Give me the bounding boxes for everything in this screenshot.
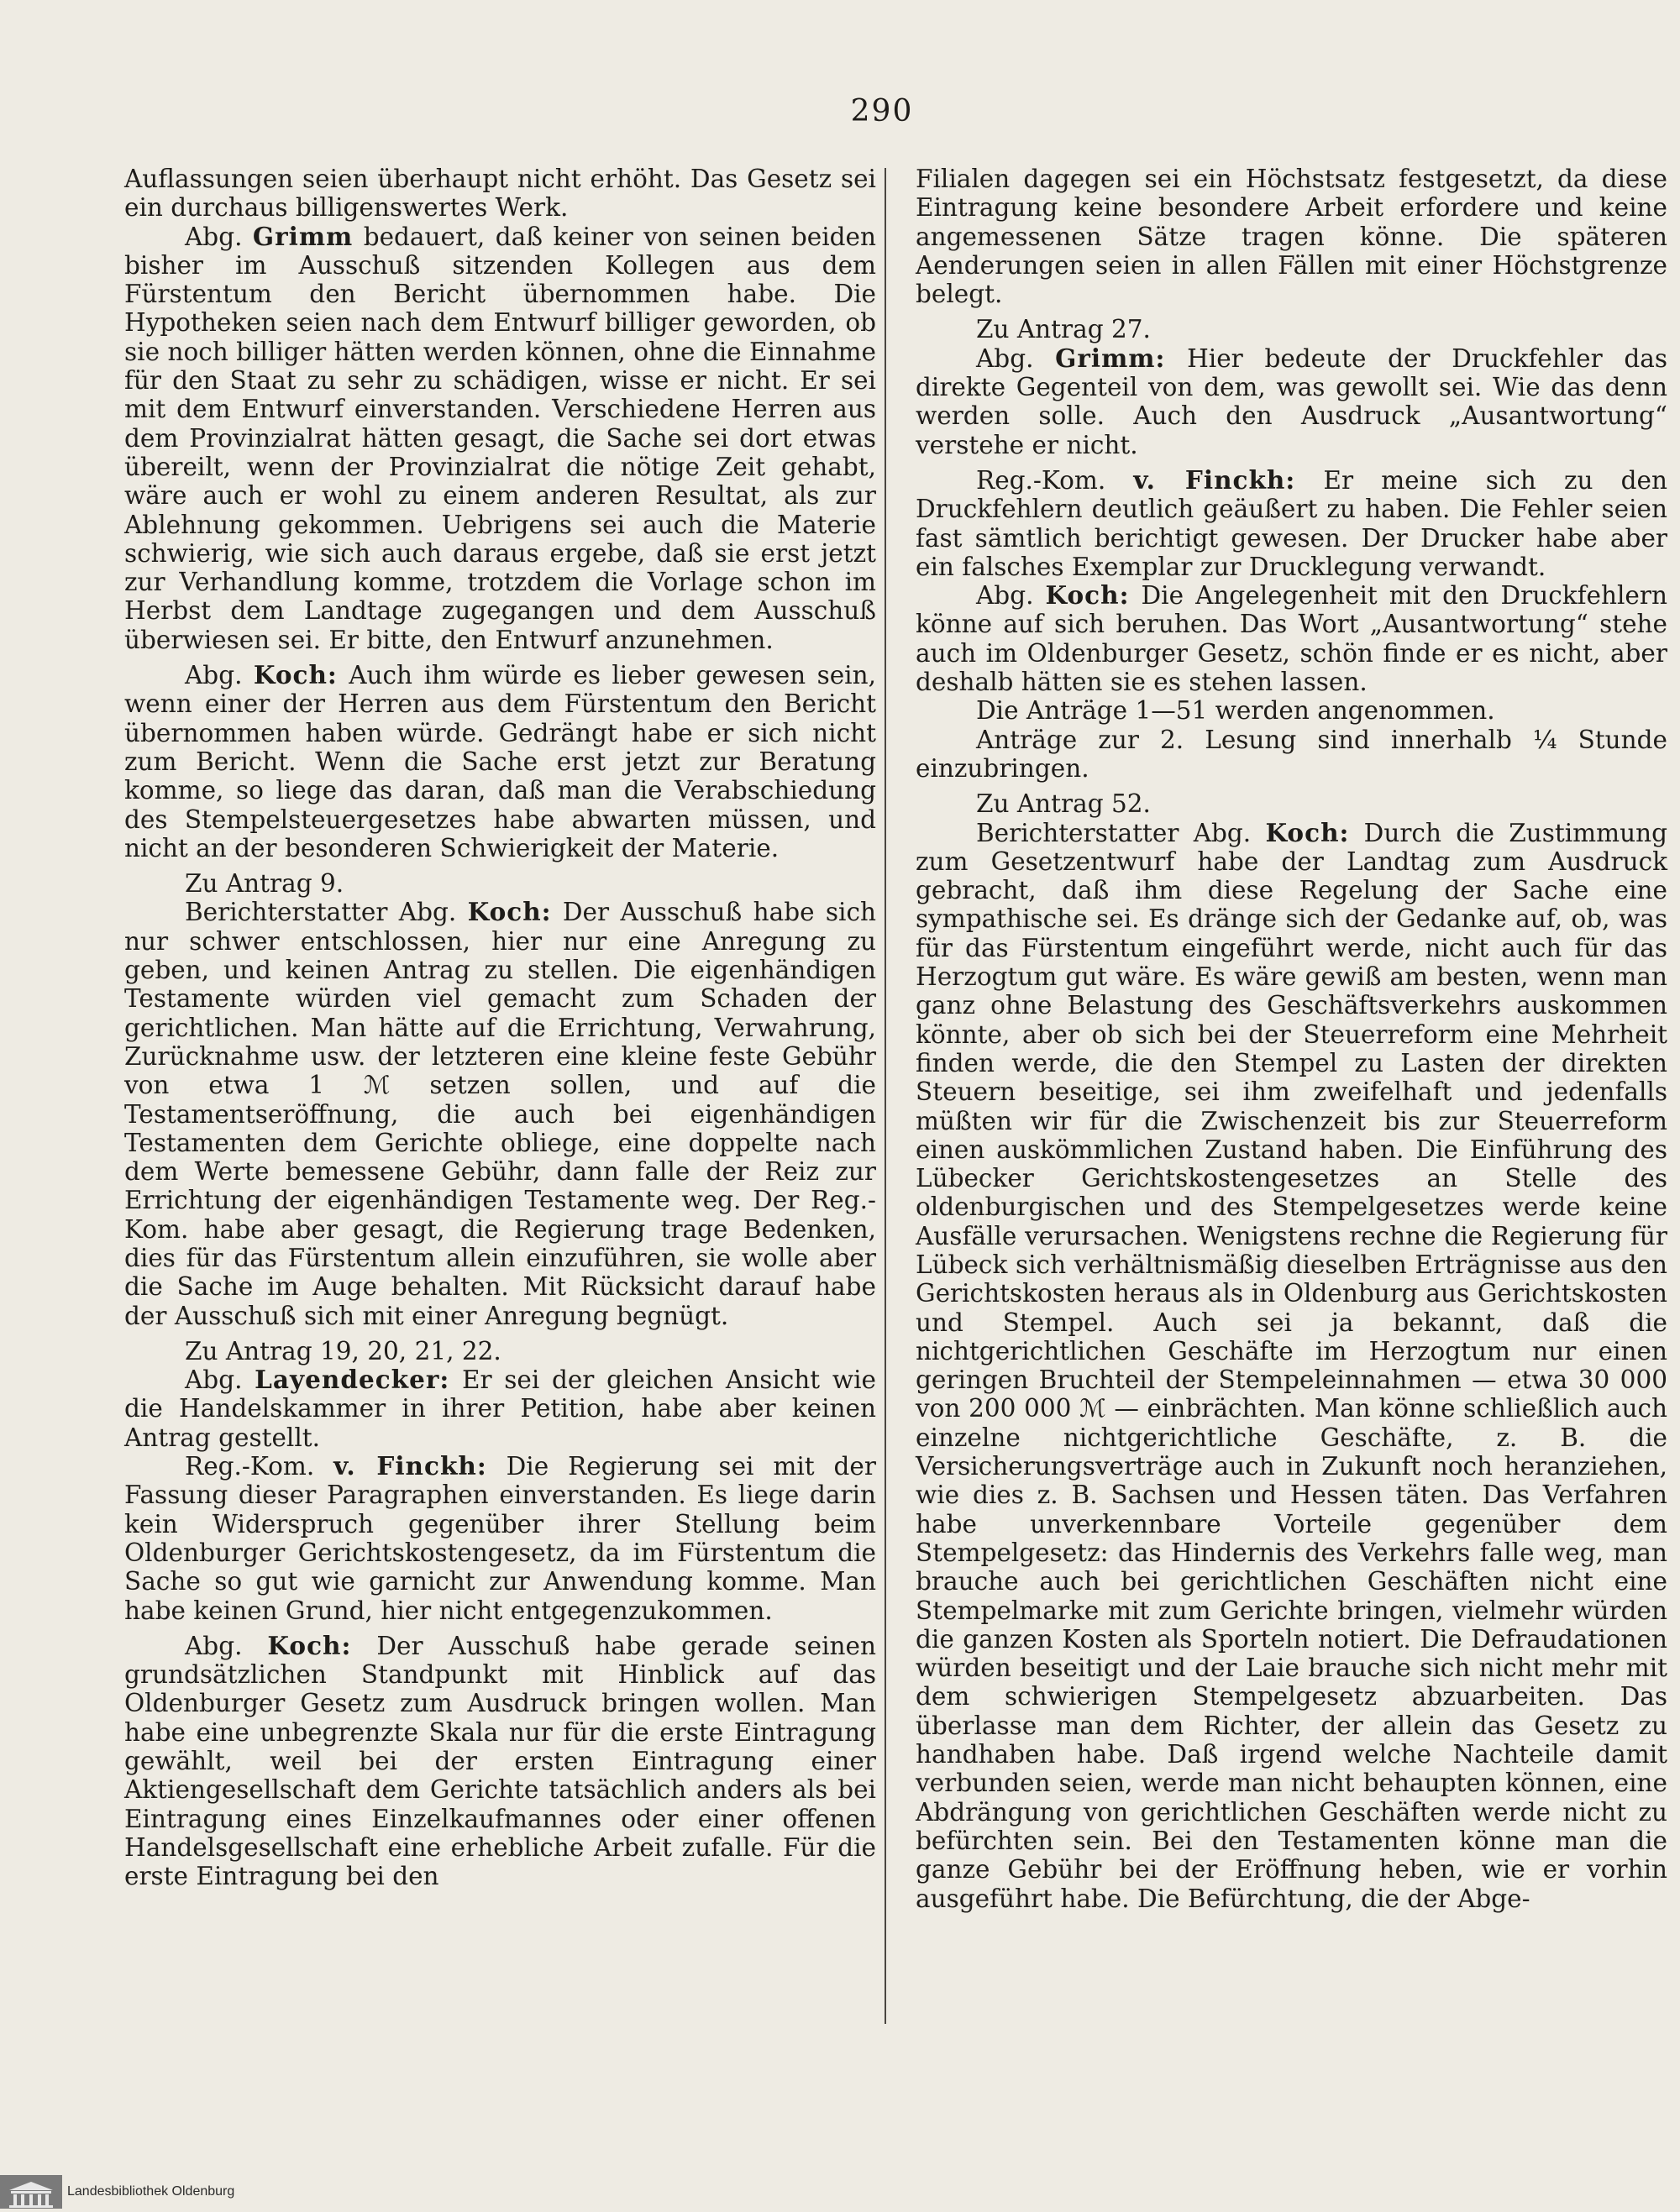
speech-text: Der Ausschuß habe sich nur schwer entschlossen, hier nur eine Anregung zu geben, und keinen Antrag zu stellen. Die eigenhändigen Testamente würden viel gemacht zum Schaden der gerichtlichen. Man hätte auf die Errichtung, Verwahrung, Zurücknahme usw. der letzteren eine kleine feste Gebühr von etwa 1 ℳ setzen sollen, und auf die Testamentseröffnung, die auch bei eigenhändigen Testamenten dem Gerichte obliege, eine doppelte nach dem Werte bemessene Gebühr, dann falle der Reiz zur Errichtung der eigenhändigen Testamente weg. Der Reg.-Kom. habe aber gesagt, die Regierung trage Bedenken, dies für das Fürstentum allein einzuführen, sie wolle aber die Sache im Auge behalten. Mit Rücksicht darauf habe der Ausschuß sich mit einer Anregung begnügt. <box>124 898 876 1330</box>
speech-text: Hier bedeute der Druckfehler das direkte Gegenteil von dem, was gewollt sei. Wie das denn werden solle. Auch den Ausdruck „Ausantwortung“ verstehe er nicht. <box>916 343 1667 459</box>
paragraph: Anträge zur 2. Lesung sind innerhalb ¼ Stunde einzubringen. <box>916 725 1667 783</box>
paragraph <box>124 661 876 862</box>
page-number: 290 <box>850 94 914 128</box>
section-heading: Zu Antrag 52. <box>976 789 1151 819</box>
paragraph <box>916 819 1667 1913</box>
paragraph <box>124 1452 876 1625</box>
paragraph <box>124 223 876 654</box>
speech-text: Der Ausschuß habe gerade seinen grundsätzlichen Standpunkt mit Hinblick auf das Oldenburger Gesetz zum Ausdruck bringen wollen. Man habe eine unbegrenzte Skala nur für die erste Eintragung gewählt, weil bei der ersten Eintragung einer Aktiengesellschaft dem Gerichte tatsächlich anders als bei Eintragung eines Einzelkaufmannes oder einer offenen Handelsgesellschaft eine erhebliche Arbeit zufalle. Für die erste Eintragung bei den <box>124 1631 876 1891</box>
speaker-title: Abg. <box>185 661 243 690</box>
section-heading: Zu Antrag 27. <box>976 315 1151 344</box>
speech-text: Er sei der gleichen Ansicht wie die Handelskammer in ihrer Petition, habe aber keinen Antrag gestellt. <box>124 1365 876 1452</box>
speaker-name: Layendecker: <box>255 1365 450 1395</box>
speaker-title: Abg. <box>185 1631 243 1660</box>
paragraph <box>124 898 876 1329</box>
paragraph <box>916 581 1667 696</box>
right-column <box>916 165 1667 1913</box>
speaker-name: v. Finckh: <box>1133 464 1296 495</box>
paragraph <box>124 1632 876 1891</box>
speaker-name: Koch: <box>1265 817 1350 847</box>
speaker-title: Abg. <box>185 222 243 251</box>
speaker-title: Berichterstatter Abg. <box>976 818 1252 847</box>
speaker-title: Abg. <box>976 581 1034 611</box>
speech-text: Die Angelegenheit mit den Druckfehlern könne auf sich beruhen. Das Wort „Ausantwortung“ stehe auch im Oldenburger Gesetz, schön finde er es nicht, aber deshalb hätten sie es stehen lassen. <box>916 581 1667 697</box>
speaker-name: Koch: <box>267 1630 352 1660</box>
left-column <box>124 165 876 1891</box>
speaker-title: Abg. <box>185 1365 243 1395</box>
section-heading: Zu Antrag 9. <box>185 869 344 899</box>
speaker-title: Reg.-Kom. <box>185 1452 315 1481</box>
speaker-name: Koch: <box>467 897 552 927</box>
paragraph: Auflassungen seien überhaupt nicht erhöht. Das Gesetz sei ein durchaus billigenswertes Werk. <box>124 165 876 223</box>
library-name: Landesbibliothek Oldenburg <box>67 2184 235 2199</box>
speaker-name: Grimm <box>252 221 354 251</box>
speaker-name: Koch: <box>253 660 338 690</box>
speech-text: Die Regierung sei mit der Fassung dieser Paragraphen einverstanden. Es liege darin kein Widerspruch gegenüber ihrer Stellung beim Oldenburger Gerichtskostengesetz, da im Fürstentum die Sache so gut wie garnicht zur Anwendung komme. Man habe keinen Grund, hier nicht entgegenzukommen. <box>124 1452 876 1625</box>
speaker-title: Berichterstatter Abg. <box>185 898 457 927</box>
library-building-icon <box>0 2175 62 2209</box>
speech-text: Durch die Zustimmung zum Gesetzentwurf habe der Landtag zum Ausdruck gebracht, daß ihm diese Regelung der Sache eine sympathische sei. Es dränge sich der Gedanke auf, ob, was für das Fürstentum eingeführt werde, nicht auch für das Herzogtum gut wäre. Es wäre gewiß am besten, wenn man ganz ohne Belastung des Geschäftsverkehrs auskommen könnte, aber ob sich bei der Steuerreform eine Mehrheit finden werde, die den Stempel zu Lasten der direkten Steuern beseitige, sei ihm zweifelhaft und jedenfalls müßten wir für die Zwischenzeit bis zur Steuerreform einen auskömmlichen Zustand haben. Die Einführung des Lübecker Gerichtskostengesetzes an Stelle des oldenburgischen und des Stempelgesetzes werde keine Ausfälle verursachen. Wenigstens rechne die Regierung für Lübeck sich verhältnismäßig dieselben Erträgnisse aus den Gerichtskosten heraus als in Oldenburg aus Gerichtskosten und Stempel. Auch sei ja bekannt, daß die nichtgerichtlichen Geschäfte im Herzogtum nur einen geringen Bruchteil der Stempeleinnahmen — etwa 30 000 von 200 000 ℳ — einbrächten. Man könne schließlich auch einzelne nichtgerichtliche Geschäfte, z. B. die Versicherungsverträge auch in Zukunft noch heranziehen, wie dies z. B. Sachsen und Hessen täten. Das Verfahren habe unverkennbare Vorteile gegenüber dem Stempelgesetz: das Hindernis des Verkehrs falle weg, man brauche auch bei gerichtlichen Geschäften nicht eine Stempelmarke mit zum Gerichte bringen, vielmehr würden die ganzen Kosten als Sporteln notiert. Die Defraudationen würden beseitigt und der Laie brauche sich nicht mehr mit dem schwierigen Stempelgesetz abzuarbeiten. Das überlasse man dem Richter, der allein das Gesetz zu handhaben habe. Daß irgend welche Nachteile damit verbunden seien, werde man nicht behaupten können, eine Abdrängung von gerichtlichen Geschäften werde nicht zu befürchten sein. Bei den Testamenten könne man die ganze Gebühr bei der Eröffnung heben, wie er vorhin ausgeführt habe. Die Befürchtung, die der Abge- <box>916 818 1667 1913</box>
paragraph: Filialen dagegen sei ein Höchstsatz festgesetzt, da diese Eintragung keine besondere Arbeit erfordere und keine angemessenen Sätze tragen könne. Die späteren Aenderungen seien in allen Fällen mit einer Höchstgrenze belegt. <box>916 165 1667 309</box>
section-heading: Zu Antrag 19, 20, 21, 22. <box>185 1336 501 1365</box>
paragraph: Die Anträge 1—51 werden angenommen. <box>976 696 1495 726</box>
speech-text: Er meine sich zu den Druckfehlern deutlich geäußert zu haben. Die Fehler seien fast sämtlich berichtigt gewesen. Der Drucker habe aber ein falsches Exemplar zur Drucklegung verwandt. <box>916 465 1667 581</box>
paragraph <box>916 466 1667 581</box>
library-watermark <box>0 2175 286 2209</box>
speaker-title: Abg. <box>976 343 1034 373</box>
paragraph <box>916 344 1667 459</box>
speech-text: Auch ihm würde es lieber gewesen sein, wenn einer der Herren aus dem Fürstentum den Bericht übernommen haben würde. Gedrängt habe er sich nicht zum Bericht. Wenn die Sache erst jetzt zur Beratung komme, so liege das daran, daß man die Verabschiedung des Stempelsteuergesetzes habe abwarten müssen, und nicht an der besonderen Schwierigkeit der Materie. <box>124 661 876 862</box>
speaker-name: v. Finckh: <box>333 1451 487 1481</box>
speech-text: bedauert, daß keiner von seinen beiden bisher im Ausschuß sitzenden Kollegen aus dem Fürstentum den Bericht übernommen habe. Die Hypotheken seien nach dem Entwurf billiger geworden, ob sie noch billiger hätten werden können, ohne die Einnahme für den Staat zu sehr zu schädigen, wisse er nicht. Er sei mit dem Entwurf einverstanden. Verschiedene Herren aus dem Provinzialrat hätten gesagt, die Sache sei dort etwas übereilt, wenn der Provinzialrat die nötige Zeit gehabt, wäre auch er wohl zu einem anderen Resultat, als zur Ablehnung gekommen. Uebrigens sei auch die Materie schwierig, wie sich auch daraus ergebe, daß sie erst jetzt zur Verhandlung komme, trotzdem die Vorlage schon im Herbst dem Landtage zugegangen und dem Ausschuß überwiesen sei. Er bitte, den Entwurf anzunehmen. <box>124 222 876 654</box>
paragraph <box>124 1365 876 1452</box>
column-divider <box>885 168 886 2024</box>
speaker-title: Reg.-Kom. <box>976 465 1106 495</box>
speaker-name: Grimm: <box>1055 343 1166 373</box>
speaker-name: Koch: <box>1045 580 1130 611</box>
